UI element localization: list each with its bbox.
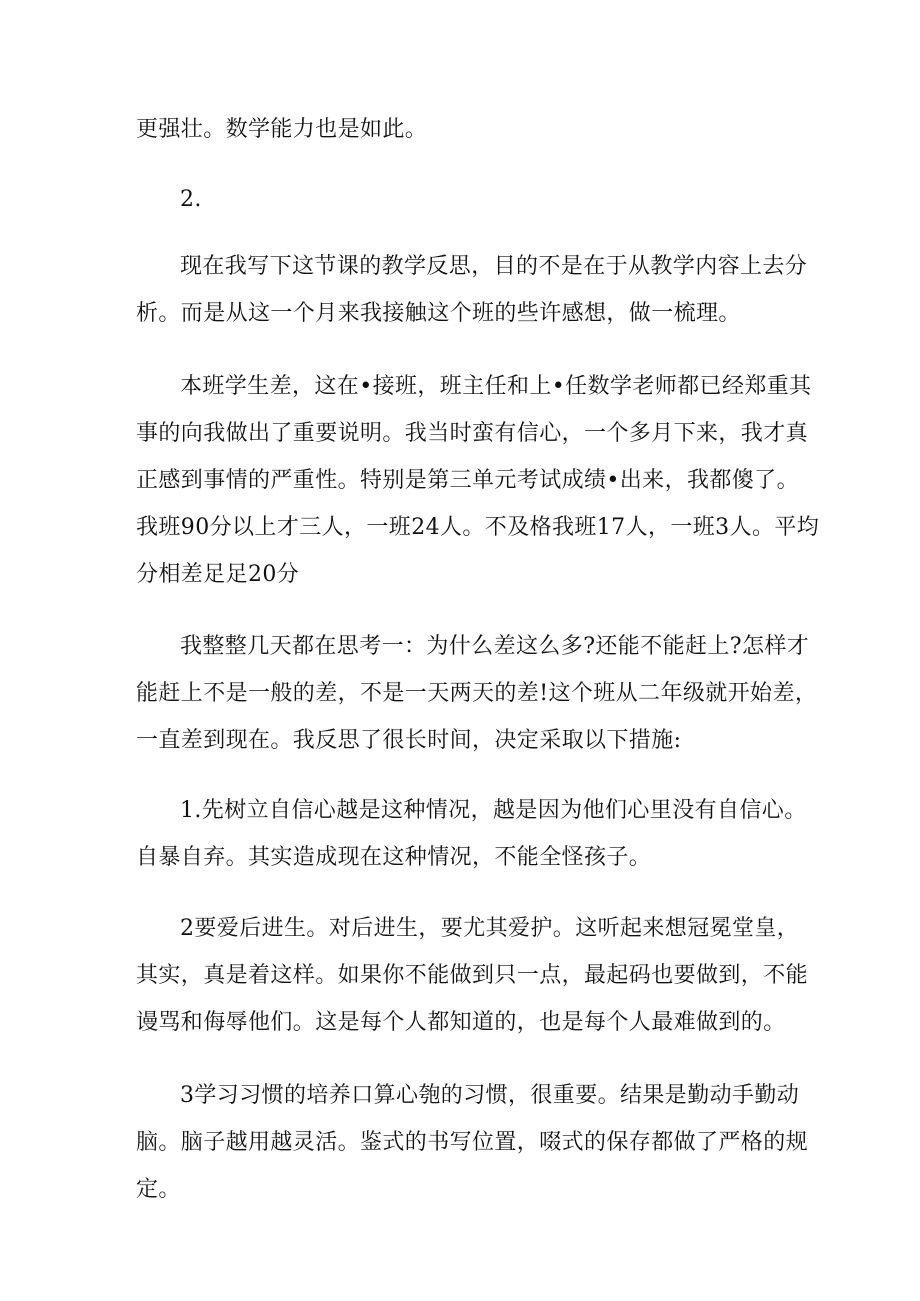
text-line: 2. <box>180 187 202 212</box>
text-line: 自暴自弃。其实造成现在这种情况，不能全怪孩子。 <box>136 845 652 870</box>
paragraph-class-situation <box>136 363 820 598</box>
text-line: 定。 <box>136 1177 181 1202</box>
paragraph-reflection <box>136 623 818 764</box>
text-line: 其实，真是着这样。如果你不能做到只一点，最起码也要做到，不能 <box>136 963 809 988</box>
text-line: 事的向我做出了重要说明。我当时蛮有信心，一个多月下来，我才真 <box>136 421 809 446</box>
text-line: 分相差足足20分 <box>136 562 300 587</box>
text-line: 能赶上不是一般的差，不是一天两天的差!这个班从二年级就开始差， <box>136 681 818 706</box>
text-line: 脑。脑子越用越灵活。鉴式的书写位置，啜式的保存都做了严格的规 <box>136 1130 809 1155</box>
text-line: 3学习习惯的培养口算心匏的习惯，很重要。结果是勤动手勤动 <box>180 1083 800 1108</box>
text-line: 1.先树立自信心越是这种情况，越是因为他们心里没有自信心。 <box>180 798 807 823</box>
text-line: 更强壮。数学能力也是如此。 <box>136 117 428 142</box>
measure-item-1 <box>136 787 807 881</box>
text-line: 本班学生差，这在•接班，班主任和上•任数学老师都已经郑重其 <box>180 374 812 399</box>
text-line: 一直差到现在。我反思了很长时间，决定采取以下措施: <box>136 728 682 753</box>
text-line: 谩骂和侮辱他们。这是每个人都知道的，也是每个人最难做到的。 <box>136 1010 786 1035</box>
paragraph-continuation <box>136 106 786 153</box>
text-line: 析。而是从这一个月来我接触这个班的些许感想，做一梳理。 <box>136 301 741 326</box>
text-line: 我班90分以上才三人，一班24人。不及格我班17人，一班3人。平均 <box>136 515 820 540</box>
measure-item-3 <box>136 1072 809 1213</box>
measure-item-2 <box>136 905 809 1046</box>
paragraph-intro <box>136 243 808 337</box>
section-number <box>136 176 786 223</box>
text-line: 正感到事情的严重性。特别是第三单元考试成绩•出来，我都傻了。 <box>136 468 799 493</box>
text-line: 现在我写下这节课的教学反思，目的不是在于从教学内容上去分 <box>180 254 808 279</box>
text-line: 我整整几天都在思考一：为什么差这么多?还能不能赶上?怎样才 <box>180 634 810 659</box>
text-line: 2要爱后进生。对后进生，要尤其爱护。这听起来想冠冕堂皇， <box>180 916 800 941</box>
